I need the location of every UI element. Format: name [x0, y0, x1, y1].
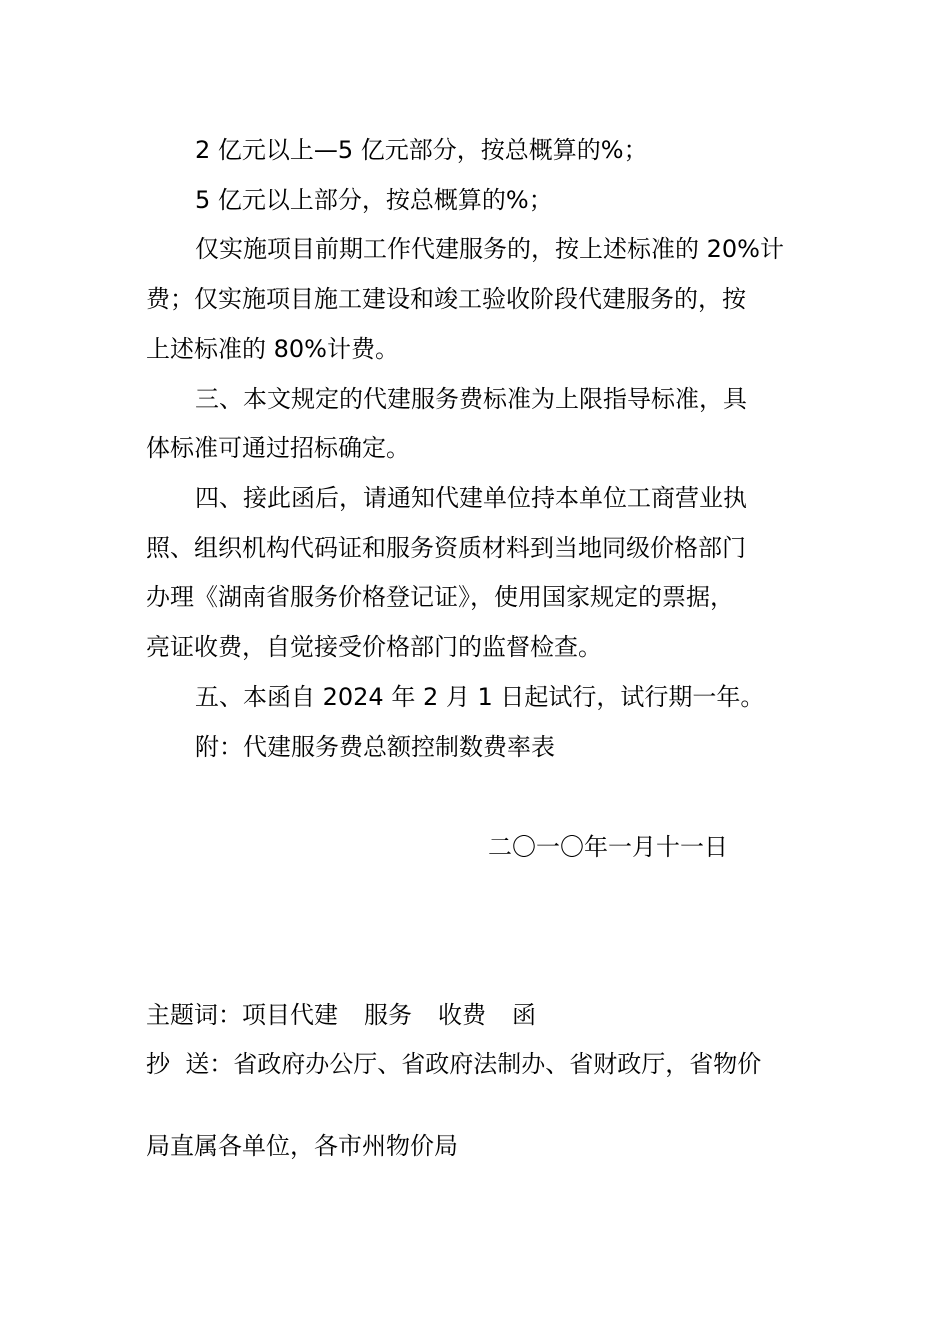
document-date: 二〇一〇年一月十一日 — [488, 833, 728, 861]
text-line: 2 亿元以上—5 亿元部分，按总概算的%； — [195, 136, 648, 164]
text-line: 五、本函自 2024 年 2 月 1 日起试行，试行期一年。 — [195, 683, 765, 711]
text-line: 5 亿元以上部分，按总概算的%； — [195, 186, 553, 214]
text-line: 亮证收费，自觉接受价格部门的监督检查。 — [146, 633, 602, 661]
text-line: 体标准可通过招标确定。 — [146, 434, 410, 462]
keyword: 项目代建 — [242, 1001, 338, 1029]
cc-line: 抄 送：省政府办公厅、省政府法制办、省财政厅，省物价 — [146, 1050, 762, 1078]
text-line: 上述标准的 80%计费。 — [146, 335, 399, 363]
text-line: 三、本文规定的代建服务费标准为上限指导标准，具 — [195, 385, 747, 413]
keyword: 收费 — [438, 1001, 486, 1029]
keyword: 服务 — [364, 1001, 412, 1029]
text-line: 办理《湖南省服务价格登记证》，使用国家规定的票据， — [146, 583, 734, 611]
text-line: 仅实施项目前期工作代建服务的，按上述标准的 20%计 — [195, 235, 784, 263]
keywords-label: 主题词： — [146, 1001, 242, 1029]
cc-line-continued: 局直属各单位，各市州物价局 — [146, 1132, 458, 1160]
keyword: 函 — [512, 1001, 536, 1029]
keywords-line — [146, 1000, 826, 1030]
attachment-line: 附：代建服务费总额控制数费率表 — [195, 733, 555, 761]
text-line: 四、接此函后，请通知代建单位持本单位工商营业执 — [195, 484, 747, 512]
text-line: 费；仅实施项目施工建设和竣工验收阶段代建服务的，按 — [146, 285, 746, 313]
text-line: 照、组织机构代码证和服务资质材料到当地同级价格部门 — [146, 534, 746, 562]
